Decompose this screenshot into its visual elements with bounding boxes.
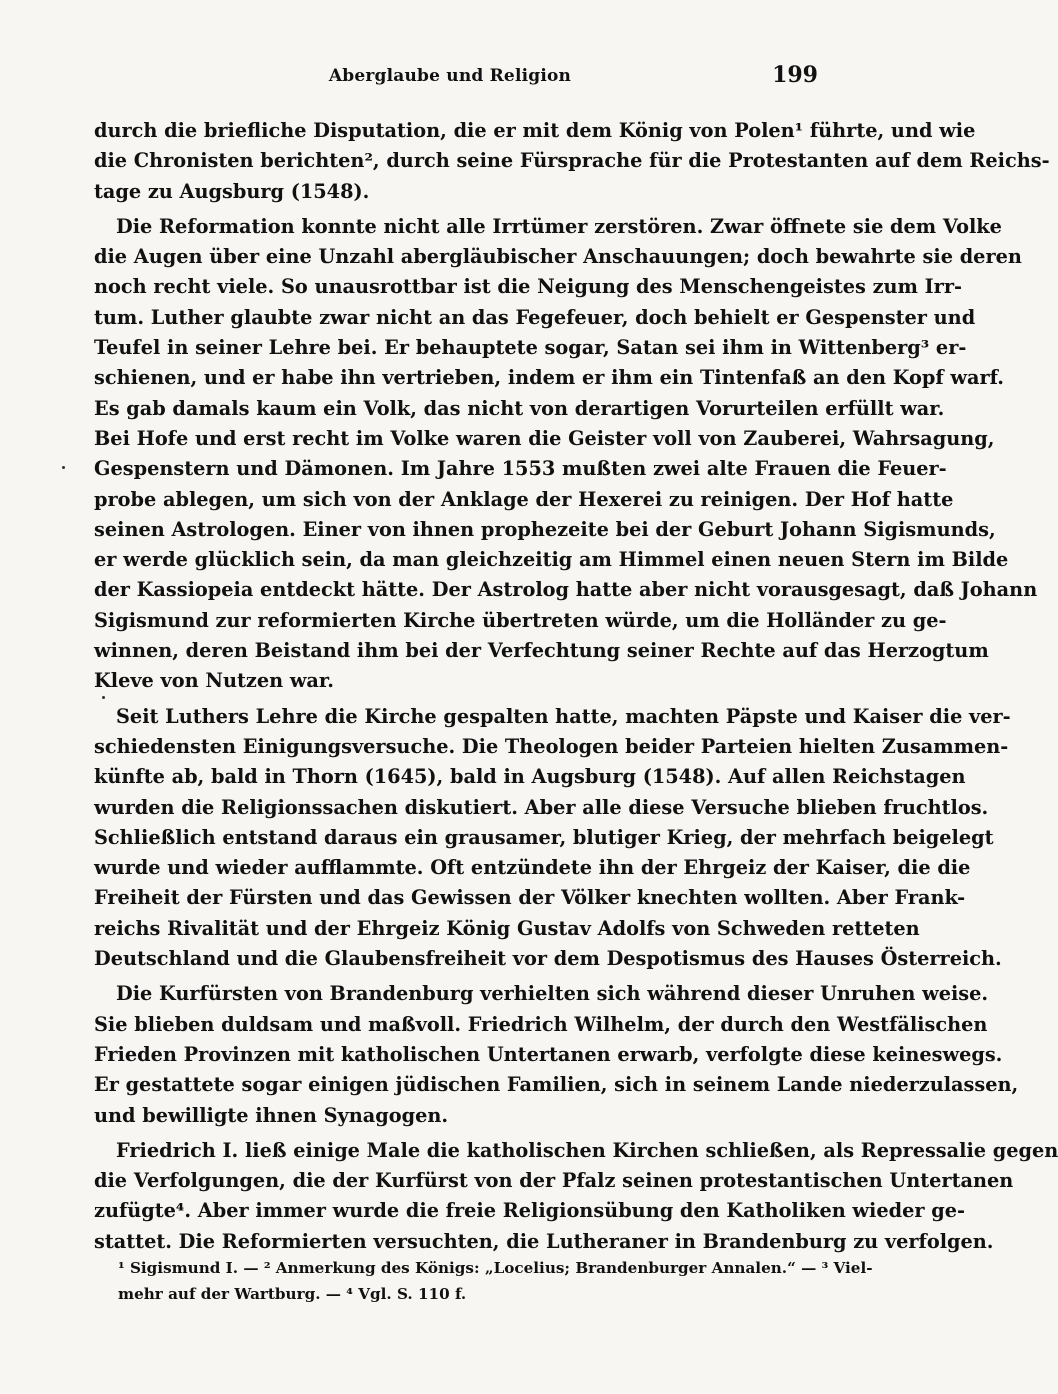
text-line: probe ablegen, um sich von der Anklage der Hexerei zu reinigen. Der Hof hatte [94,487,954,511]
text-line: Schließlich entstand daraus ein grausamer, blutiger Krieg, der mehrfach beigelegt [94,825,994,849]
text-line: tage zu Augsburg (1548). [94,179,370,203]
text-line: Kleve von Nutzen war. [94,669,335,693]
text-line: Freiheit der Fürsten und das Gewissen der Völker knechten wollten. Aber Frank- [94,886,966,910]
paragraph-4 [94,979,1019,1130]
text-line: die Augen über eine Unzahl abergläubischer Anschauungen; doch bewahrte sie deren [94,245,1022,269]
text-line: durch die briefliche Disputation, die er mit dem König von Polen¹ führte, und wie [94,119,976,142]
text-line: seinen Astrologen. Einer von ihnen prophezeite bei der Geburt Johann Sigismunds, [94,517,996,541]
text-line: die Verfolgungen, die der Kurfürst von der Pfalz seinen protestantischen Untertanen [94,1169,1014,1193]
text-line: schiedensten Einigungsversuche. Die Theologen beider Parteien hielten Zusammen- [94,734,1009,758]
paragraph-5 [94,1136,1058,1257]
text-line: Teufel in seiner Lehre bei. Er behauptete sogar, Satan sei ihm in Wittenberg³ er- [94,336,967,360]
footnote-line: mehr auf der Wartburg. — ⁴ Vgl. S. 110 f. [118,1285,467,1303]
text-line: stattet. Die Reformierten versuchten, die Lutheraner in Brandenburg zu verfolgen. [94,1229,994,1253]
text-line: Sigismund zur reformierten Kirche übertreten würde, um die Holländer zu ge- [94,608,947,632]
text-line: Sie blieben duldsam und maßvoll. Friedrich Wilhelm, der durch den Westfälischen [94,1012,988,1036]
text-line: reichs Rivalität und der Ehrgeiz König Gustav Adolfs von Schweden retteten [94,916,920,940]
text-line: schienen, und er habe ihn vertrieben, indem er ihm ein Tintenfaß an den Kopf warf. [94,366,1004,390]
paragraph-3 [94,702,1011,975]
text-line: tum. Luther glaubte zwar nicht an das Fegefeuer, doch behielt er Gespenster und [94,305,976,329]
paragraph-1 [94,116,1050,207]
running-head [0,62,900,92]
text-line: Gespenstern und Dämonen. Im Jahre 1553 mußten zwei alte Frauen die Feuer- [94,457,947,481]
text-line: künfte ab, bald in Thorn (1645), bald in Augsburg (1548). Auf allen Reichstagen [94,765,966,789]
text-line: Es gab damals kaum ein Volk, das nicht von derartigen Vorurteilen erfüllt war. [94,396,945,420]
text-line: er werde glücklich sein, da man gleichzeitig am Himmel einen neuen Stern im Bilde [94,548,1009,572]
text-line: wurden die Religionssachen diskutiert. Aber alle diese Versuche blieben fruchtlos. [94,795,989,819]
text-line: Die Kurfürsten von Brandenburg verhielten sich während dieser Unruhen weise. [116,982,989,1006]
margin-mark [62,466,65,469]
text-line: Deutschland und die Glaubensfreiheit vor dem Despotismus des Hauses Österreich. [94,947,1002,971]
footnote-line: ¹ Sigismund I. — ² Anmerkung des Königs: „Locelius; Brandenburger Annalen.“ — ³ Viel- [118,1259,873,1277]
text-line: zufügte⁴. Aber immer wurde die freie Religionsübung den Katholiken wieder ge- [94,1199,965,1223]
text-line: Frieden Provinzen mit katholischen Untertanen erwarb, verfolgte diese keineswegs. [94,1042,1003,1066]
text-line: die Chronisten berichten², durch seine Fürsprache für die Protestanten auf dem Reichs- [94,149,1050,173]
text-line: noch recht viele. So unausrottbar ist die Neigung des Menschengeistes zum Irr- [94,275,962,299]
page-number: 199 [772,62,818,88]
text-line: Er gestattete sogar einigen jüdischen Familien, sich in seinem Lande niederzulassen, [94,1073,1019,1097]
footnotes [118,1255,873,1307]
text-line: winnen, deren Beistand ihm bei der Verfechtung seiner Rechte auf das Herzogtum [94,639,989,663]
paragraph-2 [94,212,1038,697]
running-title: Aberglaube und Religion [328,66,572,86]
text-line: Bei Hofe und erst recht im Volke waren die Geister voll von Zauberei, Wahrsagung, [94,426,995,450]
text-line: Friedrich I. ließ einige Male die katholischen Kirchen schließen, als Repressalie gegen [116,1138,1058,1162]
text-line: Die Reformation konnte nicht alle Irrtümer zerstören. Zwar öffnete sie dem Volke [116,214,1002,238]
margin-mark [102,696,105,699]
text-line: und bewilligte ihnen Synagogen. [94,1103,449,1127]
body-text [94,116,1058,1257]
text-line: wurde und wieder aufflammte. Oft entzündete ihn der Ehrgeiz der Kaiser, die die [94,856,971,880]
text-line: Seit Luthers Lehre die Kirche gespalten hatte, machten Päpste und Kaiser die ver- [116,704,1011,728]
text-line: der Kassiopeia entdeckt hätte. Der Astrolog hatte aber nicht vorausgesagt, daß Johann [94,578,1038,602]
